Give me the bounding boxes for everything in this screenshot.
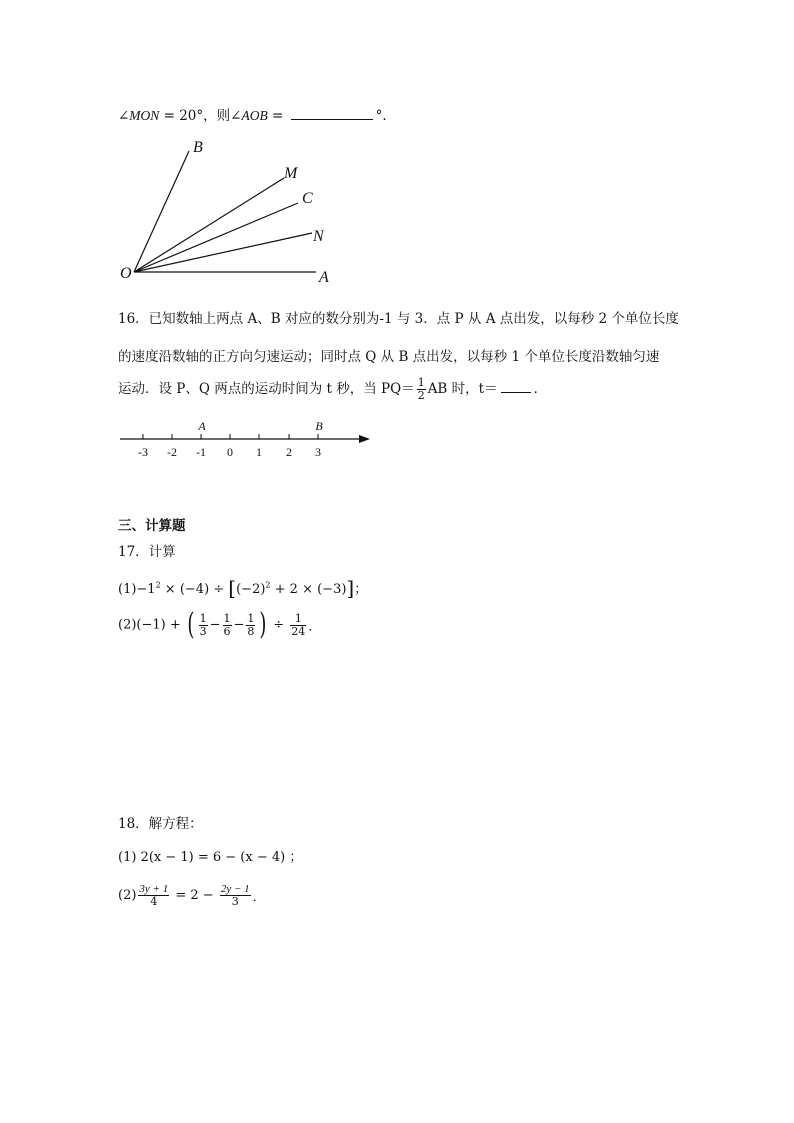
q17-1-inner-exp: 2 [265,580,271,590]
q17-2-end: ． [308,619,322,635]
angle-mon-value: = 20° [159,108,204,124]
fraction-1-3 [199,613,208,638]
q17-2-pre: (2)(−1) + [118,617,185,633]
paren-close: ) [259,607,267,642]
q18-title: 18．解方程： [118,816,203,832]
frac-den: 8 [247,624,255,638]
q16-line3-end: ． [533,381,548,397]
frac-den: 4 [150,895,158,908]
frac-num: 1 [199,611,207,625]
q18-eq2-pre: (2) [118,888,137,903]
fraction-3y [138,883,169,908]
fraction-1-8 [246,613,255,638]
q16-line3 [118,377,547,402]
equals-sign: = [267,108,288,124]
q17-1-end: ； [354,582,368,597]
q17-1-mid: × (−4) ÷ [160,582,229,597]
tick-label: 0 [227,445,233,459]
fraction-1-24 [290,613,306,638]
point-label-b: B [315,419,323,433]
bracket-open: [ [228,576,237,600]
frac-num: 1 [223,611,231,625]
section-title: 三、计算题 [118,518,186,534]
label-a: A [319,269,329,286]
frac-num: 1 [247,611,255,625]
ray-ob [134,151,189,272]
tick-label: -2 [167,445,177,459]
q17-1-exp: 2 [155,580,161,590]
tick-label: 1 [256,445,262,459]
q16-line1: 16．已知数轴上两点 A、B 对应的数分别为-1 与 3．点 P 从 A 点出发，以每秒 2 个单位长度 [118,311,679,327]
frac-num: 2y − 1 [220,883,250,895]
angle-aob: ∠AOB [230,108,268,123]
ray-on [134,233,312,272]
q17-1-inner-rest: + 2 × (−3) [270,582,347,597]
point-label-a: A [198,419,206,433]
frac-den: 3 [199,624,207,638]
angle-mon: ∠MON [118,108,160,123]
answer-blank-q15[interactable] [291,118,373,120]
minus-sign: − [233,617,245,633]
label-n: N [313,228,324,245]
tick-label: -3 [138,445,148,459]
tick-label: 2 [286,445,292,459]
frac-den: 24 [291,624,306,638]
fraction-den: 2 [417,389,425,402]
q15-line [118,104,387,124]
frac-num: 1 [290,613,306,626]
fraction-num: 1 [417,376,425,389]
label-b: B [193,139,203,156]
divide-sign: ÷ [269,617,289,633]
q18-eq1: (1) 2(x − 1) = 6 − (x − 4) ； [118,850,303,865]
paren-open: ( [187,607,195,642]
arrow-head-icon [359,435,370,443]
q17-1-pre: (1)−1 [118,582,156,597]
q17-title: 17．计算 [118,544,176,560]
q17-part2 [118,607,322,642]
frac-den: 3 [231,895,239,908]
label-o: O [120,265,132,282]
q16-line3-pre: 运动．设 P、Q 两点的运动时间为 t 秒，当 PQ＝ [118,381,415,397]
q17-part1 [118,576,367,600]
minus-sign: − [209,617,221,633]
tick-label: -1 [196,445,206,459]
ray-om [134,178,284,272]
then-text: ，则 [203,108,231,124]
fraction-2y [220,883,251,908]
bracket-close: ] [346,576,355,600]
q16-line3-post: AB 时，t＝ [427,381,498,397]
frac-den: 6 [223,624,231,638]
fraction-half [417,377,426,402]
answer-blank-q16[interactable] [501,391,531,393]
q16-line2: 的速度沿数轴的正方向匀速运动；同时点 Q 从 B 点出发，以每秒 1 个单位长度沿数轴匀速 [118,349,660,365]
label-c: C [302,190,313,207]
tick-label: 3 [315,445,321,459]
degree-end: °. [375,108,387,124]
q18-eq2 [118,883,266,908]
ray-oc [134,203,298,272]
q18-eq2-end: ． [252,890,266,905]
fraction-1-6 [223,613,232,638]
frac-num: 3y + 1 [139,883,169,895]
q17-1-inner: (−2) [236,582,266,597]
label-m: M [284,165,298,182]
q18-eq2-mid: = 2 − [171,888,218,903]
